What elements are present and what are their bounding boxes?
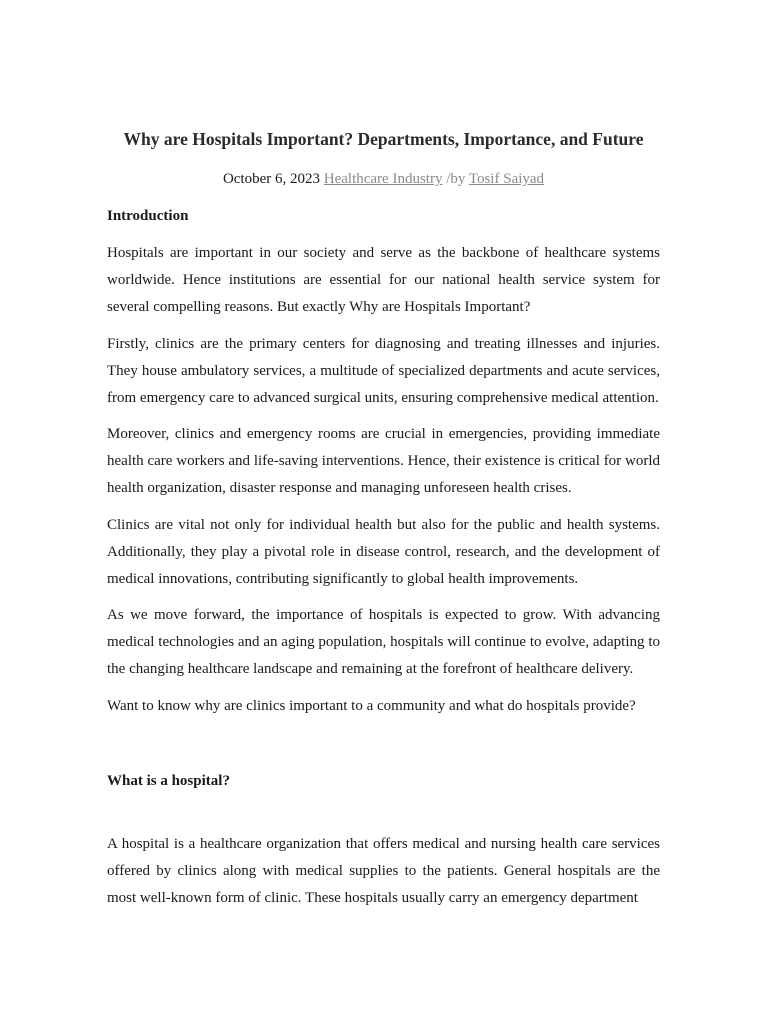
category-link[interactable]: Healthcare Industry: [323, 171, 443, 187]
byline-prefix: /by: [446, 171, 466, 187]
intro-paragraph-5: As we move forward, the importance of hospitals is expected to grow. With advancing medical technologies and an aging population, hospitals will continue to evolve, adapting to the changing healthcare landscape and remaining at the forefront of healthcare delivery.: [107, 607, 660, 677]
intro-paragraph-1: Hospitals are important in our society and serve as the backbone of healthcare systems worldwide. Hence institutions are essential for our national health service system for several compelling reasons. But exactly Why are Hospitals Important?: [107, 245, 660, 315]
intro-paragraph-6: Want to know why are clinics important to a community and what do hospitals provide?: [107, 698, 636, 714]
page-title: Why are Hospitals Important? Departments, Importance, and Future: [123, 129, 644, 149]
what-is-hospital-heading: What is a hospital?: [107, 773, 230, 789]
intro-paragraph-2: Firstly, clinics are the primary centers for diagnosing and treating illnesses and injuries. They house ambulatory services, a multitude of specialized departments and acute services, from emergency care to advanced surgical units, ensuring comprehensive medical attention.: [107, 336, 660, 406]
intro-paragraph-3: Moreover, clinics and emergency rooms are crucial in emergencies, providing immediate health care workers and life-saving interventions. Hence, their existence is critical for world health organization, disaster response and managing unforeseen health crises.: [107, 426, 660, 496]
publish-date: October 6, 2023: [222, 171, 320, 187]
what-is-hospital-paragraph: A hospital is a healthcare organization that offers medical and nursing health care services offered by clinics along with medical supplies to the patients. General hospitals are the most well-known form of clinic. These hospitals usually carry an emergency department: [107, 836, 660, 906]
article-meta: [107, 168, 660, 190]
intro-paragraph-4: Clinics are vital not only for individual health but also for the public and health systems. Additionally, they play a pivotal role in disease control, research, and the development of medical innovations, contributing significantly to global health improvements.: [107, 517, 660, 587]
author-link[interactable]: Tosif Saiyad: [468, 171, 545, 187]
introduction-heading: Introduction: [107, 208, 189, 224]
